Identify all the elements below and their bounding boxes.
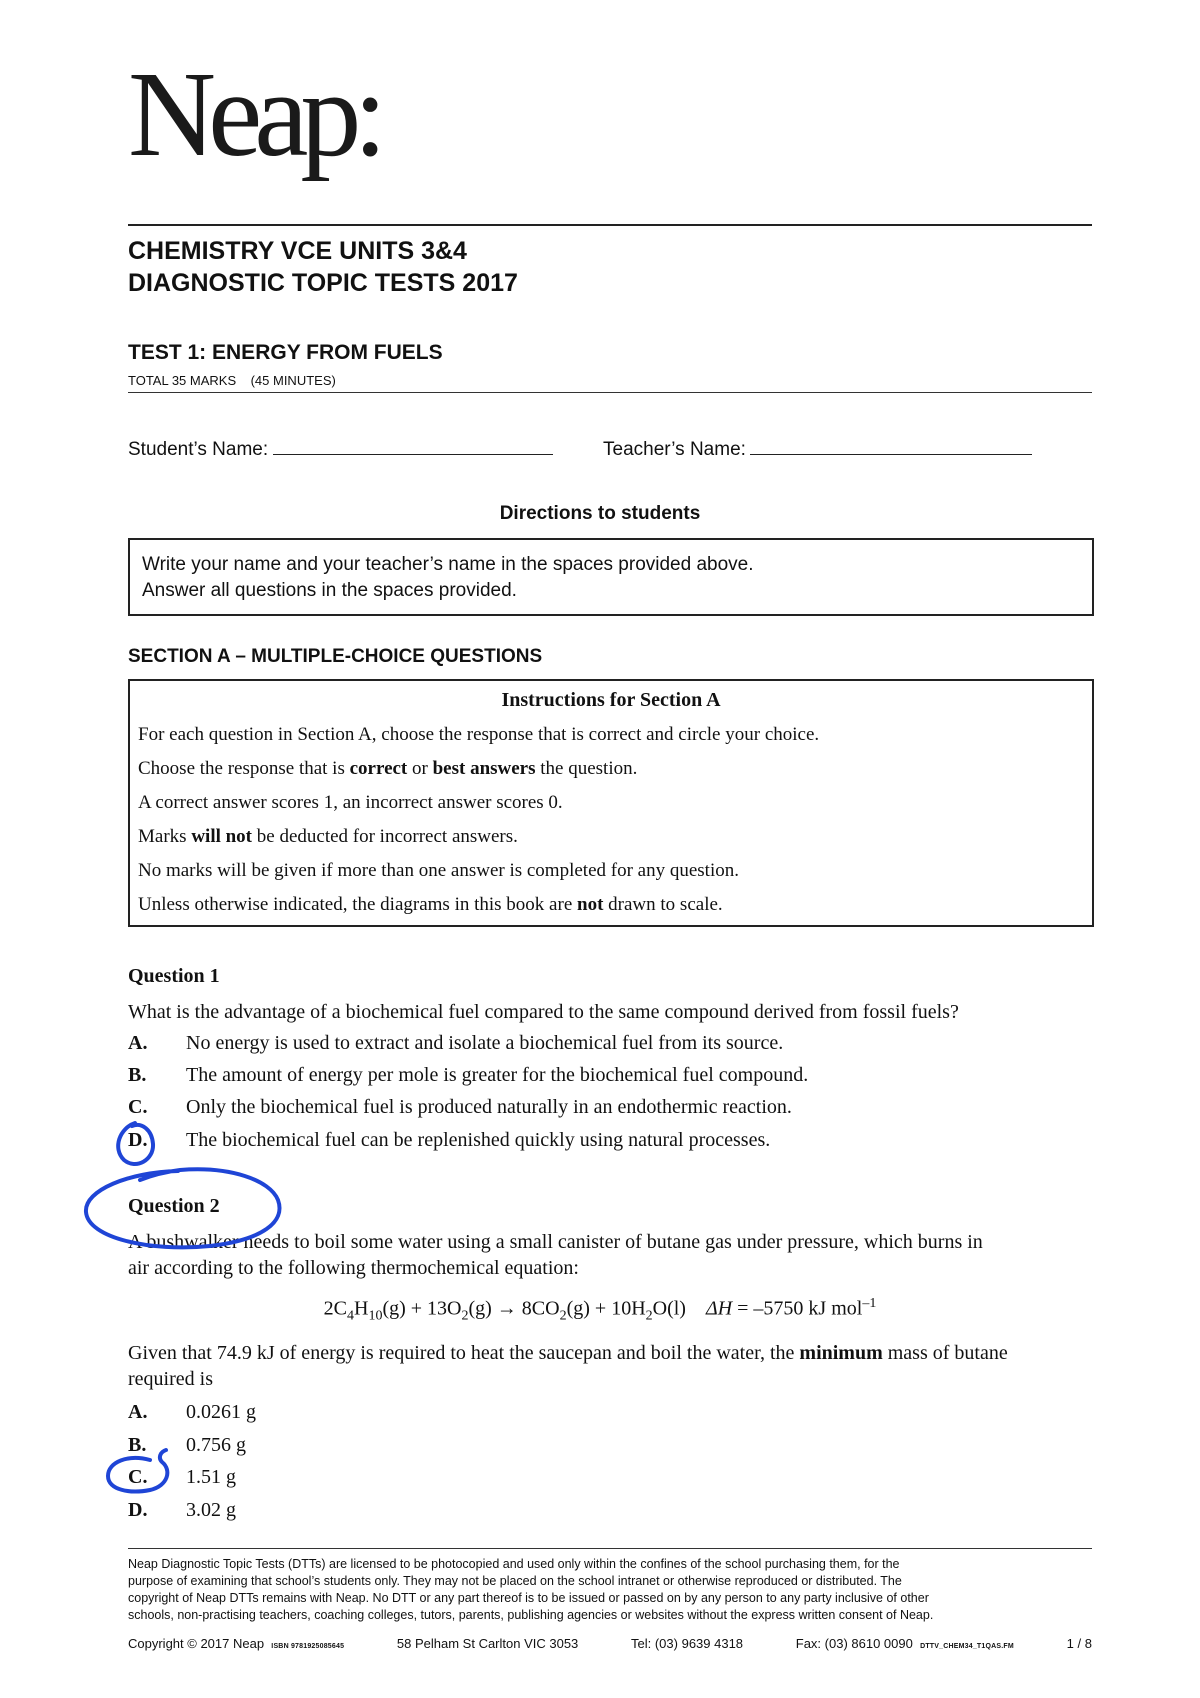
q1-option-a[interactable]: A. No energy is used to extract and isolate a biochemical fuel from its source. xyxy=(128,1032,784,1054)
instruction-line: Unless otherwise indicated, the diagrams in this book are not drawn to scale. xyxy=(138,894,723,915)
student-name-label: Student’s Name: xyxy=(128,439,269,460)
footer-info xyxy=(128,1636,1092,1651)
teacher-name-field[interactable] xyxy=(603,436,1032,461)
test-rule xyxy=(128,392,1092,393)
total-marks: TOTAL 35 MARKS xyxy=(128,373,237,388)
test-duration: (45 MINUTES) xyxy=(250,373,336,388)
question-1-stem: What is the advantage of a biochemical fuel compared to the same compound derived from fossil fuels? xyxy=(128,1001,959,1023)
teacher-name-blank[interactable] xyxy=(750,436,1032,455)
license-notice: Neap Diagnostic Topic Tests (DTTs) are licensed to be photocopied and used only within the confines of the school purchasing them, for the purpose of examining that school’s students only. They may not be placed on the school intranet or otherwise reproduced or distributed. The copyright of Neap DTTs remains with Neap. No DTT or any part thereof is to be issued or passed on by any person to any party inclusive of other schools, non-practising teachers, coaching colleges, tutors, parents, publishing agencies or websites without the express written consent of Neap. xyxy=(128,1557,934,1622)
neap-logo: Neap: xyxy=(128,47,380,182)
header-rule xyxy=(128,224,1092,226)
copyright: Copyright © 2017 Neap ISBN 9781925085645 xyxy=(128,1636,345,1651)
footer-rule xyxy=(128,1548,1092,1549)
q2-option-d[interactable]: D. 3.02 g xyxy=(128,1499,236,1521)
section-a-title: SECTION A – MULTIPLE-CHOICE QUESTIONS xyxy=(128,646,543,667)
q2-option-a[interactable]: A. 0.0261 g xyxy=(128,1401,256,1423)
student-name-blank[interactable] xyxy=(273,436,553,455)
page-number: 1 / 8 xyxy=(1066,1636,1092,1651)
instruction-line: For each question in Section A, choose the response that is correct and circle your choice. xyxy=(138,724,820,745)
instruction-line: Choose the response that is correct or best answers the question. xyxy=(138,758,638,779)
directions-line: Answer all questions in the spaces provided. xyxy=(142,580,517,601)
file-code: DTTV_CHEM34_T1QAS.FM xyxy=(920,1643,1014,1650)
telephone: Tel: (03) 9639 4318 xyxy=(631,1636,744,1651)
address: 58 Pelham St Carlton VIC 3053 xyxy=(396,1636,579,1651)
directions-title: Directions to students xyxy=(499,503,701,524)
series-title: DIAGNOSTIC TOPIC TESTS 2017 xyxy=(128,269,518,297)
instruction-line: Marks will not be deducted for incorrect answers. xyxy=(138,826,518,847)
subject-title: CHEMISTRY VCE UNITS 3&4 xyxy=(128,237,467,265)
instruction-line: A correct answer scores 1, an incorrect answer scores 0. xyxy=(138,792,563,813)
question-2-stem: A bushwalker needs to boil some water using a small canister of butane gas under pressure, which burns in air according to the following thermochemical equation: xyxy=(128,1231,983,1279)
question-2-given: Given that 74.9 kJ of energy is required to heat the saucepan and boil the water, the minimum mass of butane required is xyxy=(128,1342,1008,1390)
q2-option-b[interactable]: B. 0.756 g xyxy=(128,1434,246,1456)
section-a-instructions-box xyxy=(128,679,1094,927)
student-name-field[interactable] xyxy=(128,436,553,461)
question-2-title: Question 2 xyxy=(128,1195,220,1217)
test-title: TEST 1: ENERGY FROM FUELS xyxy=(128,341,443,364)
test-meta xyxy=(128,373,336,388)
instructions-title: Instructions for Section A xyxy=(501,689,721,711)
q1-option-b[interactable]: B. The amount of energy per mole is greater for the biochemical fuel compound. xyxy=(128,1064,809,1086)
q1-option-d[interactable]: D. The biochemical fuel can be replenished quickly using natural processes. xyxy=(128,1129,771,1151)
fax: Fax: (03) 8610 0090 DTTV_CHEM34_T1QAS.FM xyxy=(795,1636,1014,1651)
isbn: ISBN 9781925085645 xyxy=(271,1643,345,1650)
teacher-name-label: Teacher’s Name: xyxy=(603,439,746,460)
directions-box xyxy=(128,538,1094,616)
instruction-line: No marks will be given if more than one answer is completed for any question. xyxy=(138,860,739,881)
directions-line: Write your name and your teacher’s name in the spaces provided above. xyxy=(142,554,754,575)
q1-option-c[interactable]: C. Only the biochemical fuel is produced naturally in an endothermic reaction. xyxy=(128,1096,792,1118)
question-1-title: Question 1 xyxy=(128,965,220,987)
thermochemical-equation: $2C_4H_{10}(g) + 13O_2(g) \to 8CO_2(g) + 10H_2O(l)$ ΔH = –5750 kJ mol$^{-1}$ xyxy=(323,1296,877,1324)
q2-option-c[interactable]: C. 1.51 g xyxy=(128,1466,236,1488)
